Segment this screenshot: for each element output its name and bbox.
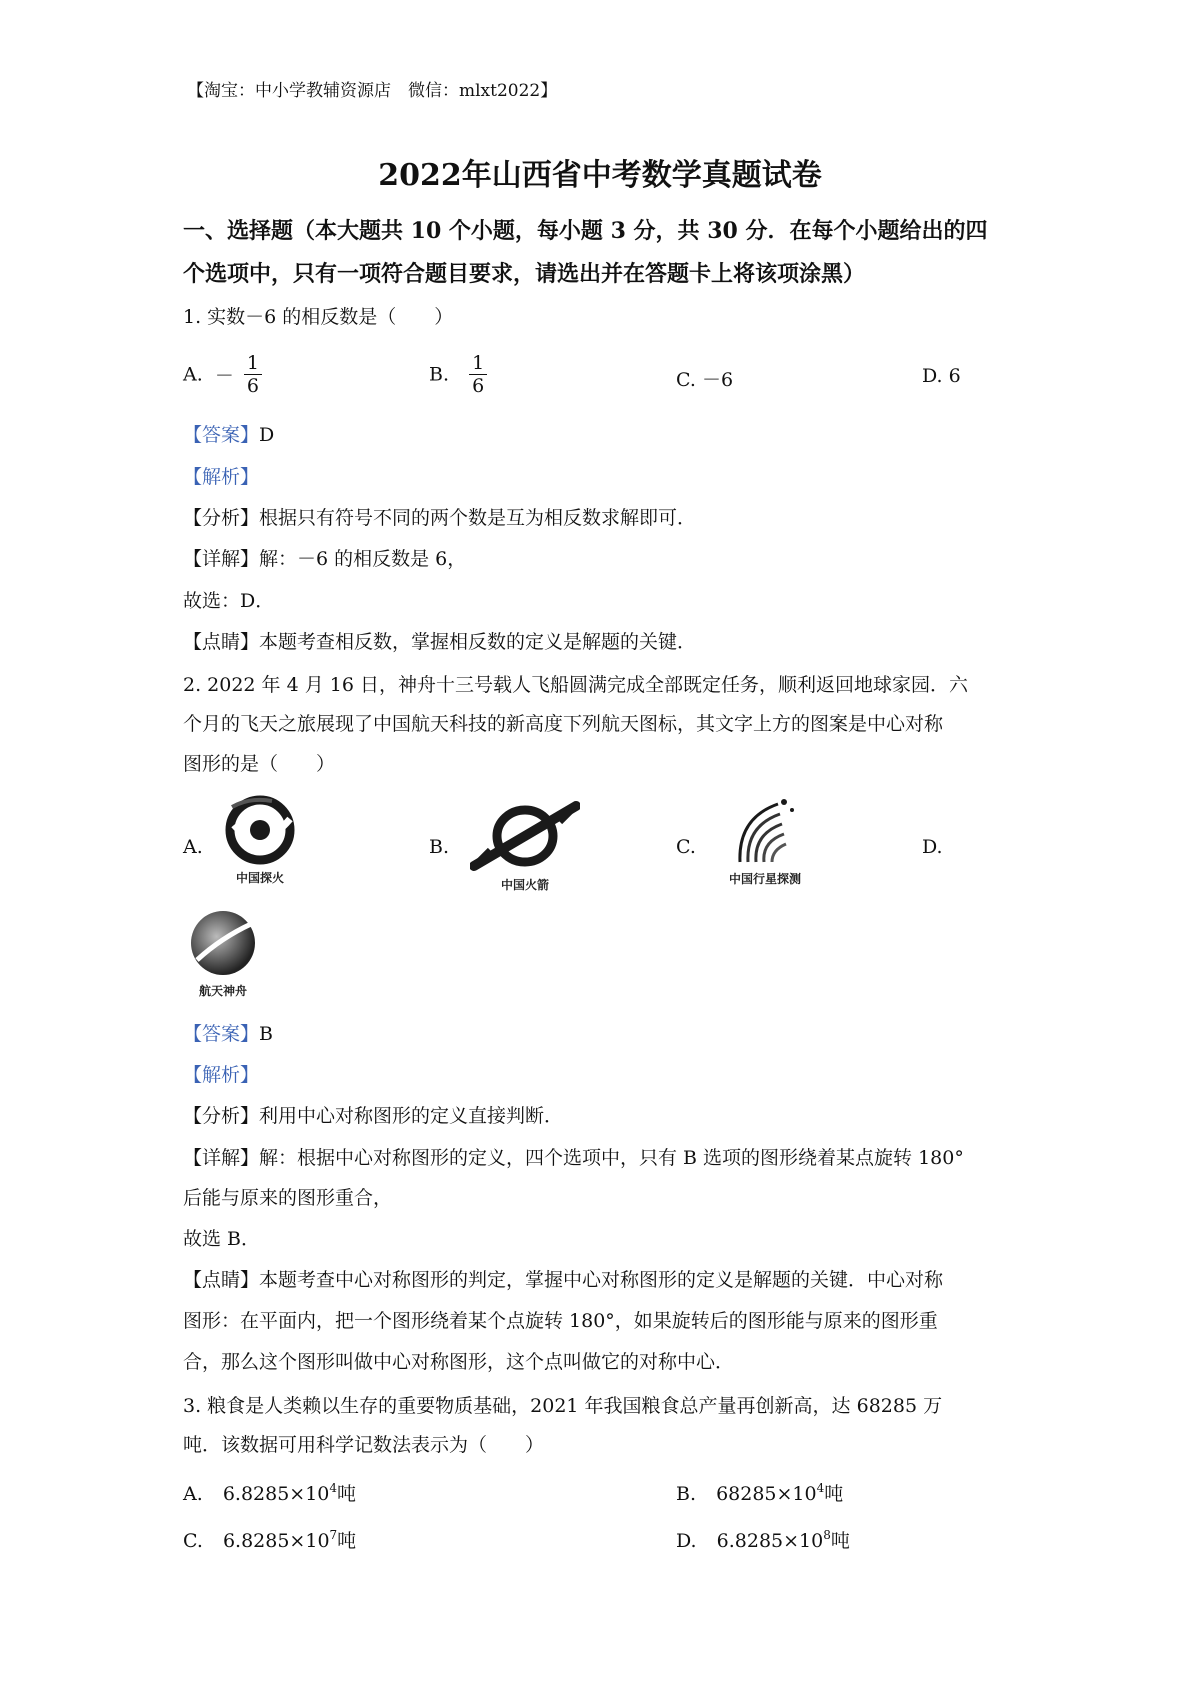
- q2-logo-b-caption: 中国火箭: [500, 878, 549, 892]
- q3-option-a-label: A.: [183, 1483, 203, 1505]
- q2-logo-b: [460, 800, 590, 893]
- q3-option-b-unit: 吨: [824, 1483, 844, 1505]
- q3-option-a-base: 6.8285×10: [222, 1483, 330, 1505]
- q1-comment: 【点睛】本题考查相反数，掌握相反数的定义是解题的关键．: [183, 631, 697, 653]
- q2-answer-value: B: [259, 1023, 273, 1045]
- q1-answer-tag: 【答案】: [183, 424, 260, 446]
- q3-option-d-base: 6.8285×10: [716, 1530, 824, 1552]
- planetary-exploration-logo-icon: [720, 796, 810, 866]
- q3-option-c-unit: 吨: [337, 1530, 357, 1552]
- q3-option-a-unit: 吨: [337, 1483, 357, 1505]
- q1-option-b-label: B.: [429, 363, 450, 386]
- q2-option-b-label: B.: [429, 836, 450, 858]
- q1-option-a-numerator: 1: [244, 352, 262, 375]
- q3-option-d-unit: 吨: [830, 1530, 850, 1552]
- q3-stem-line2: 吨．该数据可用科学记数法表示为（ ）: [183, 1434, 545, 1456]
- q2-analysis: 【分析】利用中心对称图形的定义直接判断．: [183, 1105, 564, 1127]
- q2-stem-line1: 2. 2022 年 4 月 16 日，神舟十三号载人飞船圆满完成全部既定任务，顺利返回地球家园．六: [183, 674, 968, 696]
- q3-option-c-exp: 7: [329, 1528, 338, 1542]
- q1-option-a-label: A.: [183, 363, 203, 386]
- shenzhou-logo-icon: [185, 908, 261, 978]
- q2-logo-c: [705, 796, 825, 887]
- q2-answer-tag: 【答案】: [183, 1023, 260, 1045]
- q2-stem-line3: 图形的是（ ）: [183, 753, 336, 775]
- q1-answer: [183, 423, 274, 447]
- q1-option-c: C. －6: [676, 369, 734, 391]
- q2-choice: 故选 B．: [183, 1228, 261, 1250]
- q2-answer: [183, 1022, 273, 1046]
- mars-exploration-logo-icon: [220, 795, 300, 865]
- q2-logo-c-caption: 中国行星探测: [728, 872, 801, 886]
- q2-logo-d: [178, 908, 268, 999]
- q3-option-c-label: C.: [183, 1530, 203, 1552]
- q2-analysis-tag: 【解析】: [183, 1064, 260, 1086]
- q2-logo-a-caption: 中国探火: [235, 871, 284, 885]
- rocket-logo-icon: [470, 800, 580, 872]
- q3-option-b: [676, 1479, 843, 1506]
- q2-stem-line2: 个月的飞天之旅展现了中国航天科技的新高度下列航天图标，其文字上方的图案是中心对称: [183, 713, 944, 735]
- section-heading-line1: 一、选择题（本大题共 10 个小题，每小题 3 分，共 30 分．在每个小题给出的四: [183, 218, 988, 244]
- q3-option-b-exp: 4: [816, 1481, 825, 1495]
- q1-answer-value: D: [259, 424, 275, 446]
- header-note: 【淘宝：中小学教辅资源店 微信：mlxt2022】: [187, 81, 558, 101]
- q1-option-b-fraction: [469, 352, 487, 397]
- q2-logo-a: [205, 795, 315, 886]
- q1-option-a-denominator: 6: [246, 375, 259, 397]
- q3-option-a-exp: 4: [329, 1481, 338, 1495]
- q1-choice: 故选：D．: [183, 590, 275, 612]
- q2-option-a-label: A.: [183, 836, 203, 858]
- q3-option-b-label: B.: [676, 1483, 697, 1505]
- q3-option-a: [183, 1479, 356, 1506]
- q3-option-d: [676, 1526, 850, 1553]
- q1-option-a-sign: －: [214, 365, 234, 387]
- q1-analysis-tag: 【解析】: [183, 466, 260, 488]
- q1-option-b: [429, 352, 487, 397]
- q1-stem: 1. 实数－6 的相反数是（ ）: [183, 306, 454, 328]
- q2-comment-line1: 【点睛】本题考查中心对称图形的判定，掌握中心对称图形的定义是解题的关键．中心对称: [183, 1269, 944, 1291]
- q1-option-d: D. 6: [922, 365, 961, 387]
- q3-option-c: [183, 1526, 356, 1553]
- q3-option-d-exp: 8: [823, 1528, 831, 1542]
- q1-option-a-fraction: [244, 352, 262, 397]
- q2-option-c-label: C.: [676, 836, 696, 858]
- q1-option-b-numerator: 1: [469, 352, 487, 375]
- q2-detail-line1: 【详解】解：根据中心对称图形的定义，四个选项中，只有 B 选项的图形绕着某点旋转 180°: [183, 1147, 964, 1169]
- q2-option-d-label: D.: [922, 836, 943, 858]
- q1-option-b-denominator: 6: [472, 375, 485, 397]
- section-heading-line2: 个选项中，只有一项符合题目要求，请选出并在答题卡上将该项涂黑）: [183, 261, 866, 287]
- q1-analysis: 【分析】根据只有符号不同的两个数是互为相反数求解即可．: [183, 507, 697, 529]
- q2-detail-line2: 后能与原来的图形重合，: [183, 1187, 393, 1209]
- q2-comment-line2: 图形：在平面内，把一个图形绕着某个点旋转 180°，如果旋转后的图形能与原来的图形重: [183, 1310, 938, 1332]
- page-title: 2022年山西省中考数学真题试卷: [378, 158, 822, 193]
- q2-comment-line3: 合，那么这个图形叫做中心对称图形，这个点叫做它的对称中心．: [183, 1351, 735, 1373]
- q3-option-b-base: 68285×10: [716, 1483, 817, 1505]
- q2-logo-d-caption: 航天神舟: [198, 984, 247, 998]
- q1-detail: 【详解】解：－6 的相反数是 6，: [183, 548, 467, 570]
- q3-stem-line1: 3. 粮食是人类赖以生存的重要物质基础，2021 年我国粮食总产量再创新高，达 68285 万: [183, 1395, 943, 1417]
- q1-option-a: [183, 352, 262, 397]
- q3-option-c-base: 6.8285×10: [222, 1530, 330, 1552]
- q3-option-d-label: D.: [676, 1530, 697, 1552]
